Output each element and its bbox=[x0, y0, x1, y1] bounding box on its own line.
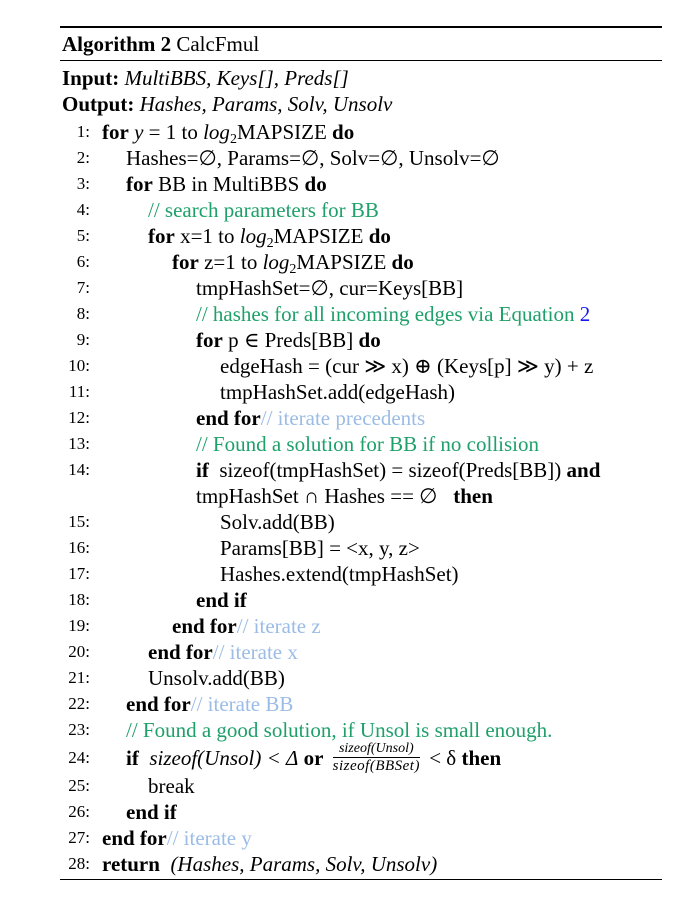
equation-reference-link[interactable]: 2 bbox=[579, 302, 591, 326]
line-number: 22: bbox=[68, 694, 90, 713]
line-number: 15: bbox=[68, 512, 90, 531]
keyword-end-if: end if bbox=[196, 588, 247, 612]
keyword-and: and bbox=[566, 458, 601, 482]
line-number: 7: bbox=[76, 278, 90, 297]
line-number: 28: bbox=[68, 854, 90, 873]
line-number: 5: bbox=[76, 226, 90, 245]
keyword-for: for bbox=[148, 224, 175, 248]
code-line-17 bbox=[60, 561, 662, 587]
log-base: 2 bbox=[229, 132, 237, 147]
code-line-13 bbox=[60, 431, 662, 457]
line-number: 10: bbox=[68, 356, 90, 375]
line-number: 12: bbox=[68, 408, 90, 427]
statement: BB in MultiBBS bbox=[152, 172, 300, 196]
keyword-if: if bbox=[196, 458, 209, 482]
condition: tmpHashSet ∩ Hashes == ∅ bbox=[196, 484, 443, 508]
keyword-end-for: end for bbox=[102, 826, 167, 850]
mapsize: MAPSIZE bbox=[273, 224, 364, 248]
keyword-end-for: end for bbox=[172, 614, 237, 638]
code-line-4 bbox=[60, 197, 662, 223]
comment: // Found a good solution, if Unsol is small enough. bbox=[126, 718, 553, 742]
line-number: 2: bbox=[76, 148, 90, 167]
keyword-end-for: end for bbox=[196, 406, 261, 430]
loop-var: y bbox=[134, 120, 144, 144]
output-line bbox=[60, 91, 662, 117]
code-line-1 bbox=[60, 119, 662, 145]
comment: // iterate y bbox=[166, 826, 252, 850]
line-number: 27: bbox=[68, 828, 90, 847]
loop-range: x=1 to bbox=[174, 224, 240, 248]
keyword-do: do bbox=[363, 224, 391, 248]
code-line-3 bbox=[60, 171, 662, 197]
input-args: MultiBBS, Keys[], Preds[] bbox=[124, 66, 349, 90]
comment: // iterate precedents bbox=[260, 406, 426, 430]
code-line-11 bbox=[60, 379, 662, 405]
code-line-7 bbox=[60, 275, 662, 301]
bottom-rule bbox=[60, 879, 662, 880]
line-number: 24: bbox=[68, 748, 90, 767]
line-number: 13: bbox=[68, 434, 90, 453]
code-line-2 bbox=[60, 145, 662, 171]
line-number: 25: bbox=[68, 776, 90, 795]
code-line-6 bbox=[60, 249, 662, 275]
line-number: 9: bbox=[76, 330, 90, 349]
line-number: 3: bbox=[76, 174, 90, 193]
keyword-end-for: end for bbox=[126, 692, 191, 716]
keyword-do: do bbox=[299, 172, 327, 196]
code-line-14 bbox=[60, 457, 662, 483]
keyword-for: for bbox=[196, 328, 223, 352]
code-line-21 bbox=[60, 665, 662, 691]
output-args: Hashes, Params, Solv, Unsolv bbox=[139, 92, 393, 116]
code-line-20 bbox=[60, 639, 662, 665]
log-func: log bbox=[239, 224, 267, 248]
code-line-24 bbox=[60, 743, 662, 773]
keyword-end-for: end for bbox=[148, 640, 213, 664]
keyword-for: for bbox=[126, 172, 153, 196]
line-number: 19: bbox=[68, 616, 90, 635]
comment: // search parameters for BB bbox=[148, 198, 379, 222]
keyword-do: do bbox=[353, 328, 381, 352]
fraction-numerator: sizeof(Unsol) bbox=[333, 742, 420, 758]
line-number: 18: bbox=[68, 590, 90, 609]
code-line-10 bbox=[60, 353, 662, 379]
comment: // Found a solution for BB if no collision bbox=[196, 432, 540, 456]
caption-rule bbox=[60, 60, 662, 61]
line-number: 14: bbox=[68, 460, 90, 479]
statement: tmpHashSet=∅, cur=Keys[BB] bbox=[196, 276, 464, 300]
code-line-25 bbox=[60, 773, 662, 799]
input-label: Input: bbox=[62, 66, 120, 90]
mapsize: MAPSIZE bbox=[296, 250, 387, 274]
keyword-do: do bbox=[326, 120, 355, 144]
loop-range: z=1 to bbox=[198, 250, 263, 274]
code-line-28 bbox=[60, 851, 662, 877]
line-number: 4: bbox=[76, 200, 90, 219]
keyword-then: then bbox=[442, 484, 493, 508]
code-line-15 bbox=[60, 509, 662, 535]
comment: // iterate BB bbox=[190, 692, 294, 716]
code-line-19 bbox=[60, 613, 662, 639]
statement: break bbox=[148, 774, 195, 798]
code-line-8 bbox=[60, 301, 662, 327]
condition-math: < δ bbox=[429, 746, 457, 770]
line-number: 23: bbox=[68, 720, 90, 739]
statement: Hashes=∅, Params=∅, Solv=∅, Unsolv=∅ bbox=[126, 146, 500, 170]
line-number: 6: bbox=[76, 252, 90, 271]
code-line-18 bbox=[60, 587, 662, 613]
comment: // hashes for all incoming edges via Equation bbox=[196, 302, 580, 326]
line-number: 11: bbox=[68, 382, 90, 401]
code-line-12 bbox=[60, 405, 662, 431]
code-line-9 bbox=[60, 327, 662, 353]
algorithm-block bbox=[60, 26, 662, 880]
comment: // iterate z bbox=[236, 614, 321, 638]
condition: sizeof(tmpHashSet) = sizeof(Preds[BB]) bbox=[208, 458, 567, 482]
code-line-16 bbox=[60, 535, 662, 561]
log-func: log bbox=[262, 250, 290, 274]
keyword-do: do bbox=[386, 250, 414, 274]
loop-range: = 1 to bbox=[143, 120, 204, 144]
comment: // iterate x bbox=[212, 640, 298, 664]
keyword-for: for bbox=[102, 120, 129, 144]
mapsize: MAPSIZE bbox=[236, 120, 327, 144]
keyword-then: then bbox=[461, 746, 502, 770]
line-number: 1: bbox=[76, 122, 90, 141]
line-number: 17: bbox=[68, 564, 90, 583]
keyword-or: or bbox=[303, 746, 324, 770]
keyword-end-if: end if bbox=[126, 800, 177, 824]
return-values: (Hashes, Params, Solv, Unsolv) bbox=[170, 852, 438, 876]
code-line-5 bbox=[60, 223, 662, 249]
code-line-23 bbox=[60, 717, 662, 743]
statement: Hashes.extend(tmpHashSet) bbox=[220, 562, 459, 586]
keyword-return: return bbox=[102, 852, 160, 876]
log-func: log bbox=[203, 120, 230, 144]
algorithm-caption bbox=[60, 28, 662, 60]
algorithm-body bbox=[60, 117, 662, 877]
line-number: 21: bbox=[68, 668, 90, 687]
code-line-26 bbox=[60, 799, 662, 825]
code-line-27 bbox=[60, 825, 662, 851]
log-base: 2 bbox=[289, 262, 297, 277]
statement: Solv.add(BB) bbox=[220, 510, 335, 534]
line-number: 8: bbox=[76, 304, 90, 323]
code-line-14-continued bbox=[60, 483, 662, 509]
line-number: 16: bbox=[68, 538, 90, 557]
line-number: 26: bbox=[68, 802, 90, 821]
algorithm-label: Algorithm 2 bbox=[62, 32, 172, 56]
statement: p ∈ Preds[BB] bbox=[222, 328, 354, 352]
statement: Unsolv.add(BB) bbox=[148, 666, 285, 690]
log-base: 2 bbox=[266, 236, 274, 251]
statement: tmpHashSet.add(edgeHash) bbox=[220, 380, 456, 404]
condition-math: sizeof(Unsol) < Δ bbox=[149, 746, 299, 770]
statement: edgeHash = (cur ≫ x) ⊕ (Keys[p] ≫ y) + z bbox=[220, 354, 594, 378]
keyword-for: for bbox=[172, 250, 199, 274]
fraction-denominator: sizeof(BBSet) bbox=[332, 758, 420, 775]
fraction bbox=[333, 742, 420, 774]
code-line-22 bbox=[60, 691, 662, 717]
keyword-if: if bbox=[126, 746, 139, 770]
output-label: Output: bbox=[62, 92, 135, 116]
line-number: 20: bbox=[68, 642, 90, 661]
statement: Params[BB] = <x, y, z> bbox=[220, 536, 420, 560]
algorithm-name: CalcFmul bbox=[176, 32, 260, 56]
input-line bbox=[60, 65, 662, 91]
